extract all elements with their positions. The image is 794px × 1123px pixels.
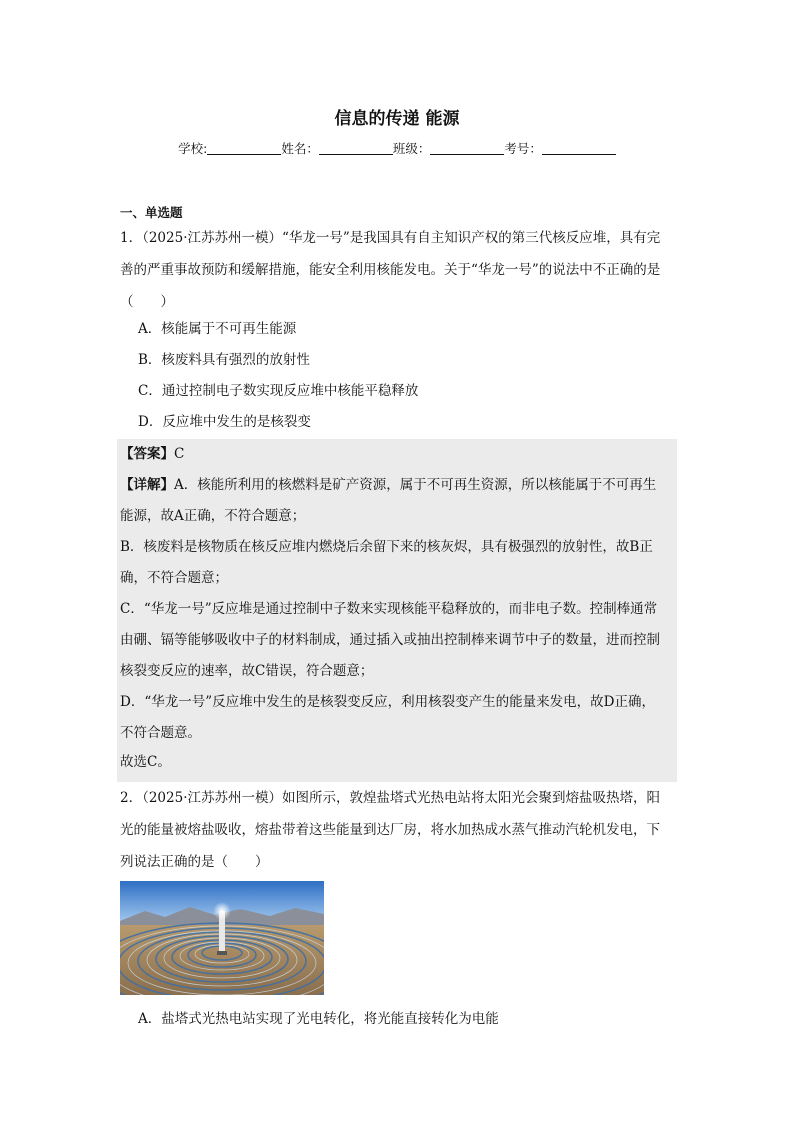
question-1-options xyxy=(120,314,676,438)
student-info-line xyxy=(0,139,794,157)
solar-power-station-image xyxy=(120,881,324,995)
question-2-line-3: 列说法正确的是（ ） xyxy=(120,854,269,870)
class-field[interactable] xyxy=(430,142,504,155)
detail-line-10: 故选C。 xyxy=(120,754,171,770)
answer-section xyxy=(120,439,680,775)
option-b: B．核废料具有强烈的放射性 xyxy=(138,352,310,368)
detail-line-9: 不符合题意。 xyxy=(120,725,201,741)
question-2-line-1: 2．（2025·江苏苏州一模）如图所示，敦煌盐塔式光热电站将太阳光会聚到熔盐吸热塔，阳 xyxy=(120,790,660,806)
question-1-line-3: （ ） xyxy=(120,294,174,310)
detail-text-1: A．核能所利用的核燃料是矿产资源，属于不可再生资源，所以核能属于不可再生 xyxy=(174,477,657,493)
page-title: 信息的传递 能源 xyxy=(334,109,460,129)
section-heading: 一、单选题 xyxy=(120,205,183,220)
question-2-line-2: 光的能量被熔盐吸收，熔盐带着这些能量到达厂房，将水加热成水蒸气推动汽轮机发电，下 xyxy=(120,822,660,838)
question-1-line-1: 1．（2025·江苏苏州一模）“华龙一号”是我国具有自主知识产权的第三代核反应堆，具有完 xyxy=(120,230,661,246)
option-c: C．通过控制电子数实现反应堆中核能平稳释放 xyxy=(138,383,419,399)
class-label: 班级： xyxy=(392,141,431,156)
detail-line-3: B．核废料是核物质在核反应堆内燃烧后余留下来的核灰烬，具有极强烈的放射性，故B正 xyxy=(120,539,653,555)
option-a: A．核能属于不可再生能源 xyxy=(138,321,297,337)
exam-no-label: 考号： xyxy=(504,141,542,156)
detail-line-7: 核裂变反应的速率，故C错误，符合题意； xyxy=(120,663,374,679)
question-1 xyxy=(120,222,676,318)
detail-line-6: 由硼、镉等能够吸收中子的材料制成，通过插入或抽出控制棒来调节中子的数量，进而控制 xyxy=(120,632,660,648)
question-2 xyxy=(120,782,676,878)
name-field[interactable] xyxy=(319,142,393,155)
school-label: 学校: xyxy=(178,141,208,156)
detail-line-5: C．“华龙一号”反应堆是通过控制中子数来实现核能平稳释放的，而非电子数。控制棒通常 xyxy=(120,601,658,617)
school-field[interactable] xyxy=(207,142,281,155)
detail-line-4: 确，不符合题意； xyxy=(120,570,228,586)
name-label: 姓名： xyxy=(281,141,319,156)
question-2-option-a: A．盐塔式光热电站实现了光电转化，将光能直接转化为电能 xyxy=(138,1011,499,1027)
detail-line-8: D．“华龙一号”反应堆中发生的是核裂变反应，利用核裂变产生的能量来发电，故D正确， xyxy=(120,694,655,710)
question-1-line-2: 善的严重事故预防和缓解措施，能安全利用核能发电。关于“华龙一号”的说法中不正确的是 xyxy=(120,262,661,278)
answer-value: C xyxy=(174,446,185,462)
detail-line-2: 能源，故A正确，不符合题意； xyxy=(120,508,306,524)
answer-line xyxy=(120,439,680,470)
detail-line-1 xyxy=(120,470,680,501)
exam-no-field[interactable] xyxy=(542,142,616,155)
detail-label: 【详解】 xyxy=(120,477,174,493)
answer-label: 【答案】 xyxy=(120,446,174,462)
option-d: D．反应堆中发生的是核裂变 xyxy=(138,414,311,430)
